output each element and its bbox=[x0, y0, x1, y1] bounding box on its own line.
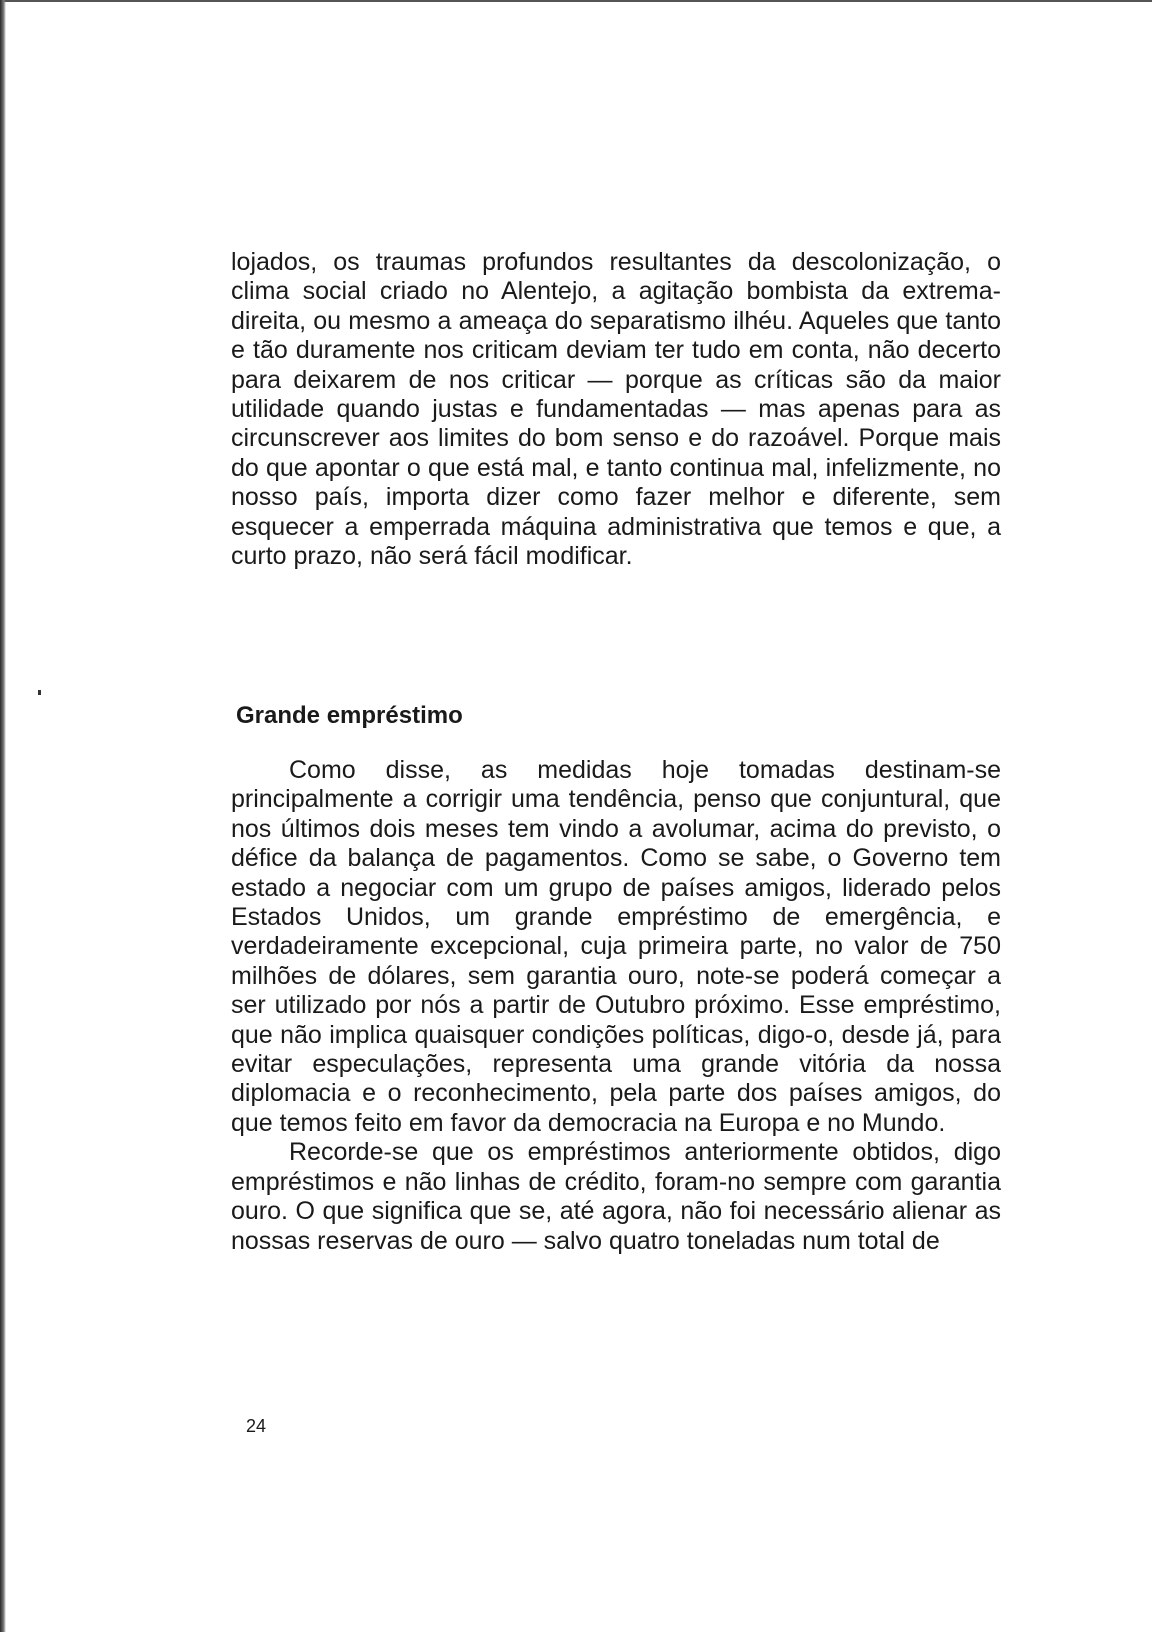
section-body bbox=[231, 756, 1001, 1256]
page-number: 24 bbox=[246, 1416, 267, 1436]
page-binding-edge bbox=[0, 0, 6, 1632]
paragraph-text: lojados, os traumas profundos resultantes da descolonização, o clima social criado no Alentejo, a agitação bombista da extrema-direita, ou mesmo a ameaça do separatismo ilhéu. Aqueles que tanto e tão duramente nos criticam deviam ter tudo em conta, não decerto para deixarem de nos criticar — porque as críticas são da maior utilidade quando justas e fundamentadas — mas apenas para as circunscrever aos limites do bom senso e do razoável. Porque mais do que apontar o que está mal, e tanto continua mal, infelizmente, no nosso país, importa dizer como fazer melhor e diferente, sem esquecer a emperrada máquina administrativa que temos e que, a curto prazo, não será fácil modificar. bbox=[231, 248, 1001, 571]
section-paragraph-2: Recorde-se que os empréstimos anteriormente obtidos, digo empréstimos e não linhas de crédito, foram-no sempre com garantia ouro. O que significa que se, até agora, não foi necessário alienar as nossas reservas de ouro — salvo quatro toneladas num total de bbox=[231, 1138, 1001, 1255]
continued-paragraph bbox=[231, 248, 1001, 571]
section-paragraph-1: Como disse, as medidas hoje tomadas destinam-se principalmente a corrigir uma tendência, penso que conjuntural, que nos últimos dois meses tem vindo a avolumar, acima do previsto, o défice da balança de pagamentos. Como se sabe, o Governo tem estado a negociar com um grupo de países amigos, liderado pelos Estados Unidos, um grande empréstimo de emergência, e verdadeiramente excepcional, cuja primeira parte, no valor de 750 milhões de dólares, sem garantia ouro, note-se poderá começar a ser utilizado por nós a partir de Outubro próximo. Esse empréstimo, que não implica quaisquer condições políticas, digo-o, desde já, para evitar especulações, representa uma grande vitória da nossa diplomacia e o reconhecimento, pela parte dos países amigos, do que temos feito em favor da democracia na Europa e no Mundo. bbox=[231, 756, 1001, 1137]
page-top-edge bbox=[0, 0, 1152, 2]
section-heading: Grande empréstimo bbox=[236, 702, 463, 729]
scan-speck bbox=[38, 690, 41, 695]
